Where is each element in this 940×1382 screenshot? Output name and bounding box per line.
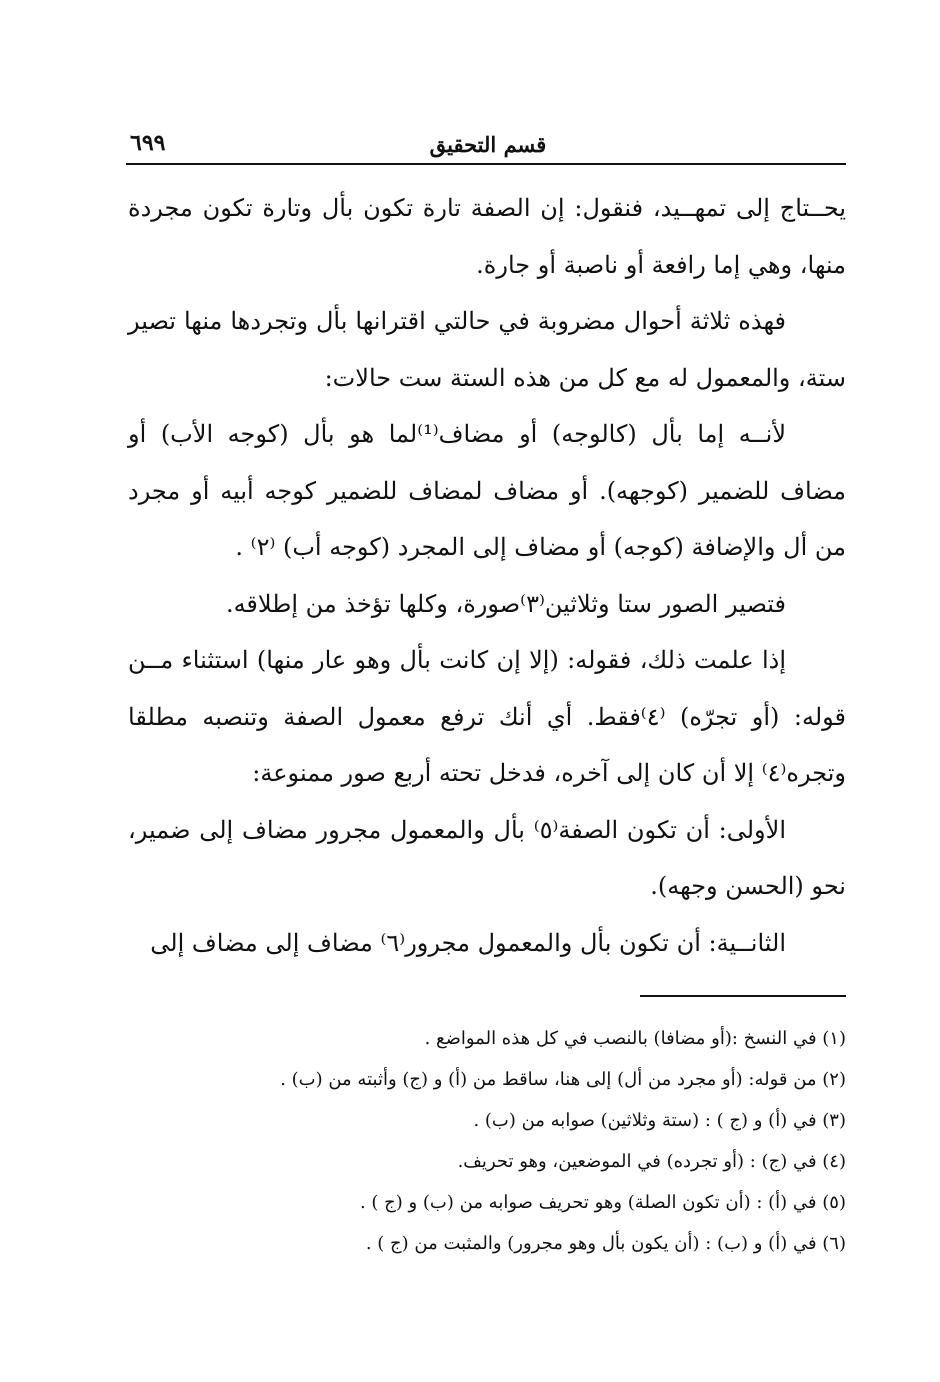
paragraph: فهذه ثلاثة أحوال مضروبة في حالتي اقترانها بأل وتجردها منها تصير ستة، والمعمول له مع كل من هذه الستة ست حالات: — [128, 307, 846, 392]
paragraph: لأنــه إما بأل (كالوجه) أو مضاف⁽¹⁾لما هو بأل (كوجه الأب) أو مضاف للضمير (كوجهه). أو مضاف لمضاف للضمير كوجه أبيه أو مجرد من أل والإضافة (كوجه) أو مضاف إلى المجرد (كوجه أب) ⁽٢⁾ . — [128, 420, 846, 561]
footnote: (٣) في (أ) و (ج ) : (ستة وثلاثين) صوابه من (ب) . — [473, 1110, 846, 1131]
section-title: قسم التحقيق — [429, 132, 547, 157]
footnotes — [128, 1018, 846, 1264]
paragraph: إذا علمت ذلك، فقوله: (إلا إن كانت بأل وهو عار منها) استثناء مــن قوله: (أو تجرّه) ⁽٤⁾فقط. أي أنك ترفع معمول الصفة وتنصبه مطلقا وتجره⁽٤⁾ إلا أن كان إلى آخره، فدخل تحته أربع صور ممنوعة: — [128, 646, 846, 787]
page-number: ٦٩٩ — [130, 130, 166, 156]
paragraph: الثانــية: أن تكون بأل والمعمول مجرور⁽٦⁾ مضاف إلى مضاف إلى — [150, 928, 786, 957]
footnote: (٤) في (ج) : (أو تجرده) في الموضعين، وهو تحريف. — [457, 1151, 846, 1172]
footnote: (٦) في (أ) و (ب) : (أن يكون بأل وهو مجرور) والمثبت من (ج ) . — [365, 1233, 846, 1254]
footnote: (٢) من قوله: (أو مجرد من أل) إلى هنا، ساقط من (أ) و (ج) وأثبته من (ب) . — [280, 1069, 846, 1090]
footnote: (٥) في (أ) : (أن تكون الصلة) وهو تحريف صوابه من (ب) و (ج ) . — [359, 1192, 846, 1213]
paragraph: فتصير الصور ستا وثلاثين⁽٣⁾صورة، وكلها تؤخذ من إطلاقه. — [225, 589, 786, 618]
header-rule — [126, 163, 846, 165]
main-text — [128, 180, 846, 971]
paragraph: الأولى: أن تكون الصفة⁽٥⁾ بأل والمعمول مجرور مضاف إلى ضمير، نحو (الحسن وجهه). — [128, 815, 846, 900]
page-header — [130, 128, 846, 162]
footnote: (١) في النسخ :(أو مضافا) بالنصب في كل هذه المواضع . — [424, 1028, 846, 1049]
paragraph: يحــتاج إلى تمهــيد، فنقول: إن الصفة تارة تكون بأل وتارة تكون مجردة منها، وهي إما رافعة أو ناصبة أو جارة. — [128, 194, 846, 279]
footnote-separator — [640, 995, 846, 997]
